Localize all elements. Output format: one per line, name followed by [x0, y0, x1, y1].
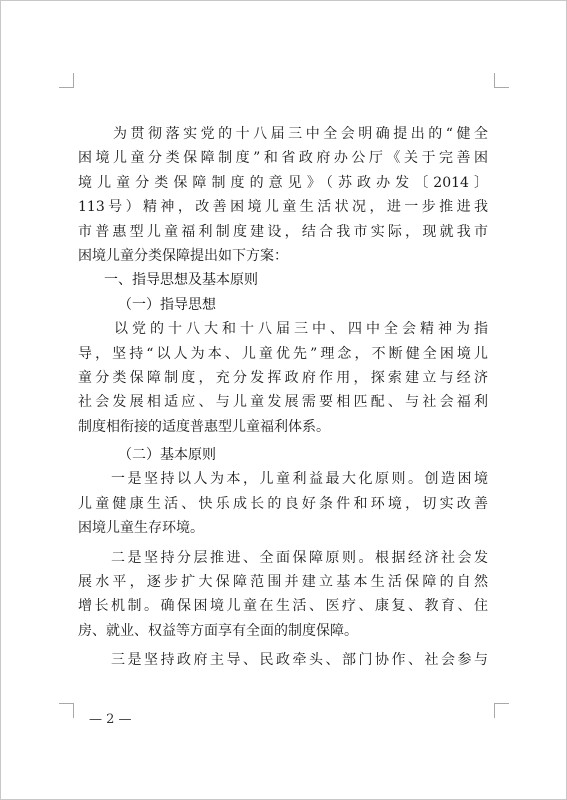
document-body: [78, 122, 488, 673]
text-line: 以党的十八大和十八届三中、四中全会精神为指: [78, 321, 488, 338]
text-line: 三是坚持政府主导、民政牵头、部门协作、社会参与: [78, 652, 488, 669]
text-line: 境儿童分类保障制度的意见》（苏政办发〔2014〕: [78, 174, 488, 191]
text-line: 房、就业、权益等方面享有全面的制度保障。: [78, 622, 358, 639]
section-heading: 一、指导思想及基本原则: [104, 272, 258, 289]
text-line: 困境儿童生存环境。: [78, 520, 204, 537]
body-paragraph: [78, 467, 488, 540]
crop-mark-bottom-right: [494, 703, 509, 718]
text-line: 制度相衔接的适度普惠型儿童福利体系。: [78, 418, 330, 435]
text-line: 市普惠型儿童福利制度建设，结合我市实际，现就我市: [78, 223, 488, 240]
text-line: 为贯彻落实党的十八届三中全会明确提出的“健全: [78, 126, 488, 142]
text-line: 113号）精神，改善困境儿童生活状况，进一步推进我: [78, 199, 488, 216]
crop-mark-top-right: [494, 73, 509, 88]
body-paragraph: [78, 122, 488, 268]
body-paragraph: [78, 317, 488, 439]
body-paragraph: [78, 648, 488, 672]
subsection-heading: （二）基本原则: [118, 447, 216, 464]
text-line: 导，坚持“以人为本、儿童优先”理念，不断健全困境儿: [78, 345, 488, 362]
text-line: 二是坚持分层推进、全面保障原则。根据经济社会发: [78, 549, 488, 566]
subsection-heading: （一）指导思想: [118, 296, 216, 313]
text-line: 增长机制。确保困境儿童在生活、医疗、康复、教育、住: [78, 598, 488, 615]
body-paragraph: [78, 546, 488, 644]
text-line: 一是坚持以人为本，儿童利益最大化原则。创造困境: [78, 471, 488, 488]
text-line: 展水平，逐步扩大保障范围并建立基本生活保障的自然: [78, 574, 488, 591]
text-line: 社会发展相适应、与儿童发展需要相匹配、与社会福利: [78, 394, 488, 411]
text-line: 困境儿童分类保障提出如下方案：: [78, 247, 288, 264]
page-number: — 2 —: [89, 712, 132, 727]
text-line: 困境儿童分类保障制度”和省政府办公厅《关于完善困: [78, 150, 488, 167]
crop-mark-bottom-left: [59, 703, 74, 718]
crop-mark-top-left: [59, 73, 74, 88]
text-line: 儿童健康生活、快乐成长的良好条件和环境，切实改善: [78, 495, 488, 512]
text-line: 童分类保障制度，充分发挥政府作用，探索建立与经济: [78, 369, 488, 386]
